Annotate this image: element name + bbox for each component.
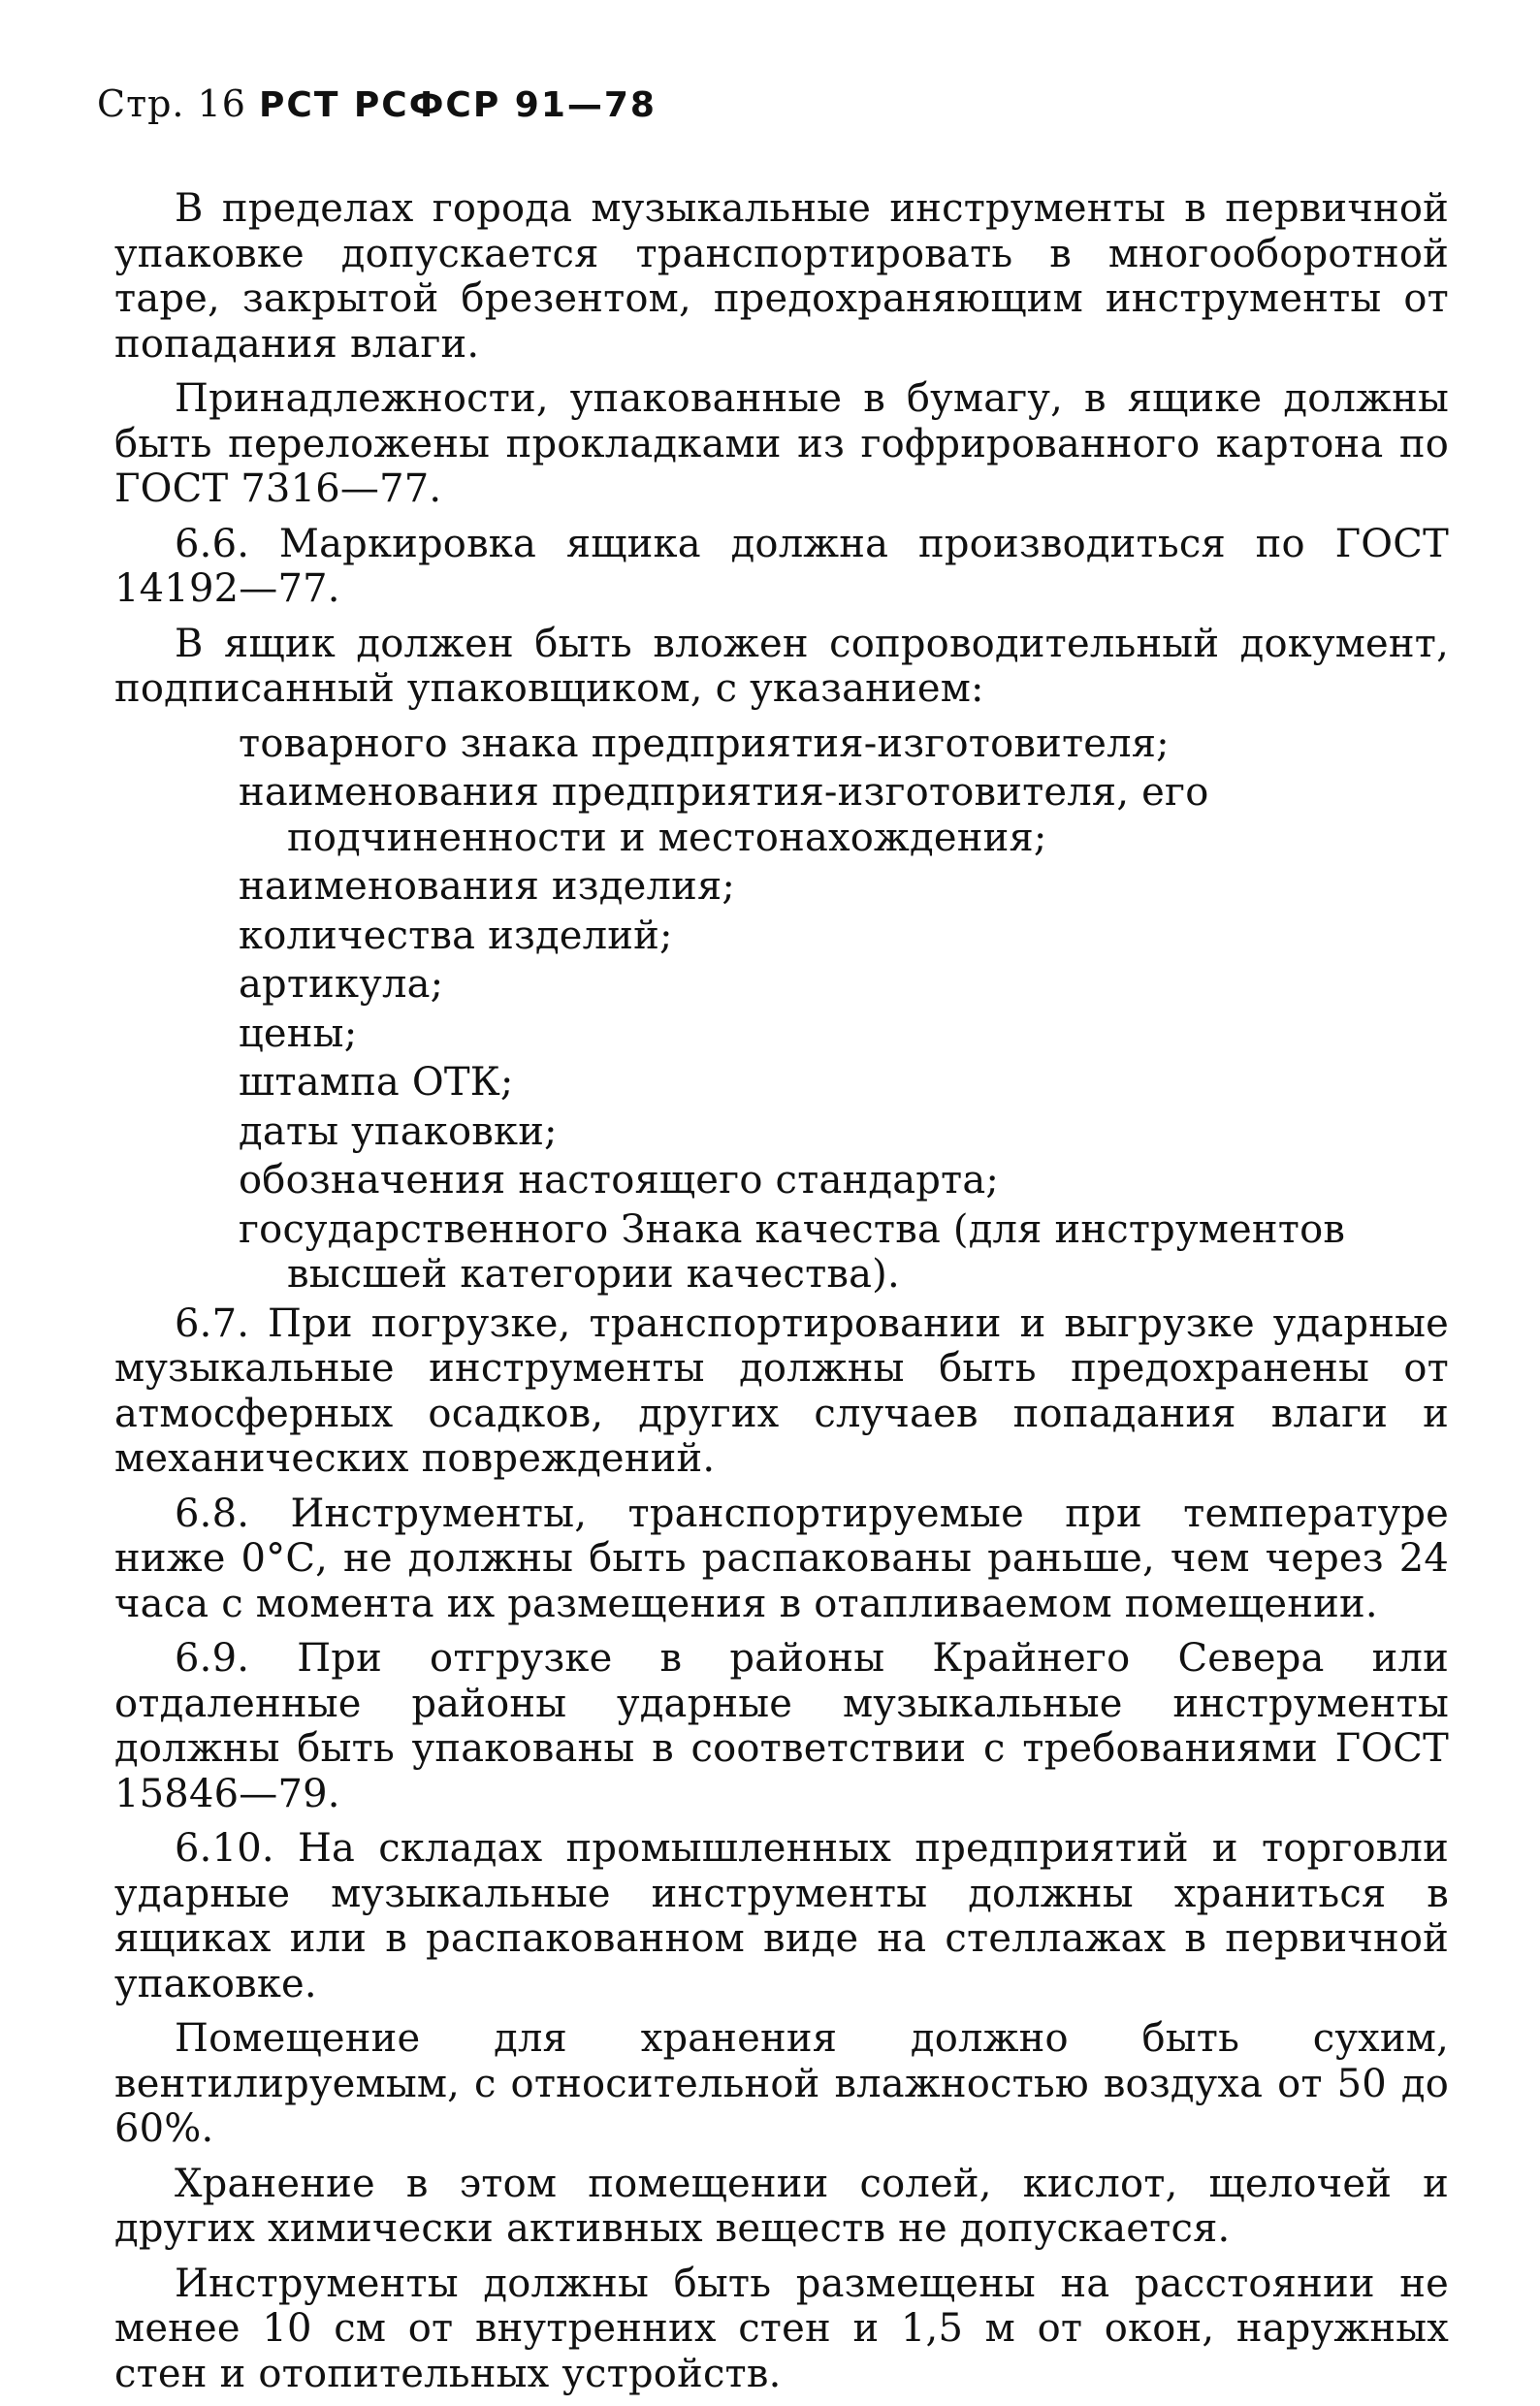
paragraph-6-6-marking: 6.6. Маркировка ящика должна производиться по ГОСТ 14192—77. (114, 521, 1449, 611)
paragraph-distance: Инструменты должны быть размещены на расстоянии не менее 10 см от внутренних стен и 1,5 м от окон, наружных стен и отопительных устройств. (114, 2261, 1449, 2396)
list-item: даты упаковки; (239, 1108, 558, 1154)
document-contents-list (114, 722, 1449, 1298)
document-body (114, 186, 1449, 2406)
list-item: цены; (239, 1011, 358, 1056)
list-item: товарного знака предприятия-изготовителя; (239, 721, 1170, 766)
page-number: Стр. 16 (97, 82, 246, 125)
paragraph-6-9-far-north: 6.9. При отгрузке в районы Крайнего Севера или отдаленные районы ударные музыкальные инструменты должны быть упакованы в соответствии с требованиями ГОСТ 15846—79. (114, 1636, 1449, 1816)
standard-designation: РСТ РСФСР 91—78 (259, 85, 657, 125)
paragraph-accessories: Принадлежности, упакованные в бумагу, в ящике должны быть переложены прокладками из гофрированного картона по ГОСТ 7316—77. (114, 376, 1449, 511)
list-item: наименования предприятия-изготовителя, его подчиненности и местонахождения; (239, 770, 1209, 860)
list-item: штампа ОТК; (239, 1060, 514, 1105)
paragraph-6-10-storage: 6.10. На складах промышленных предприятий и торговли ударные музыкальные инструменты должны храниться в ящиках или в распакованном виде на стеллажах в первичной упаковке. (114, 1826, 1449, 2006)
list-item: государственного Знака качества (для инструментов высшей категории качества). (239, 1206, 1346, 1297)
paragraph-6-7-loading: 6.7. При погрузке, транспортировании и выгрузке ударные музыкальные инструменты должны быть предохранены от атмосферных осадков, других случаев попадания влаги и механических повреждений. (114, 1300, 1449, 1481)
list-item: количества изделий; (239, 913, 673, 958)
paragraph-storage-room: Помещение для хранения должно быть сухим, вентилируемым, с относительной влажностью воздуха от 50 до 60%. (114, 2016, 1449, 2151)
paragraph-6-8-temperature: 6.8. Инструменты, транспортируемые при температуре ниже 0°С, не должны быть распакованы раньше, чем через 24 часа с момента их размещения в отапливаемом помещении. (114, 1491, 1449, 1626)
list-item: наименования изделия; (239, 864, 736, 909)
paragraph-city-transport: В пределах города музыкальные инструменты в первичной упаковке допускается транспортировать в многооборотной таре, закрытой брезентом, предохраняющим инструменты от попадания влаги. (114, 186, 1449, 367)
list-item: обозначения настоящего стандарта; (239, 1158, 1000, 1203)
paragraph-accompanying-document: В ящик должен быть вложен сопроводительный документ, подписанный упаковщиком, с указанием: (114, 621, 1449, 711)
paragraph-chemicals: Хранение в этом помещении солей, кислот, щелочей и других химически активных веществ не допускается. (114, 2161, 1449, 2251)
page-header (97, 80, 657, 130)
list-item: артикула; (239, 962, 444, 1007)
